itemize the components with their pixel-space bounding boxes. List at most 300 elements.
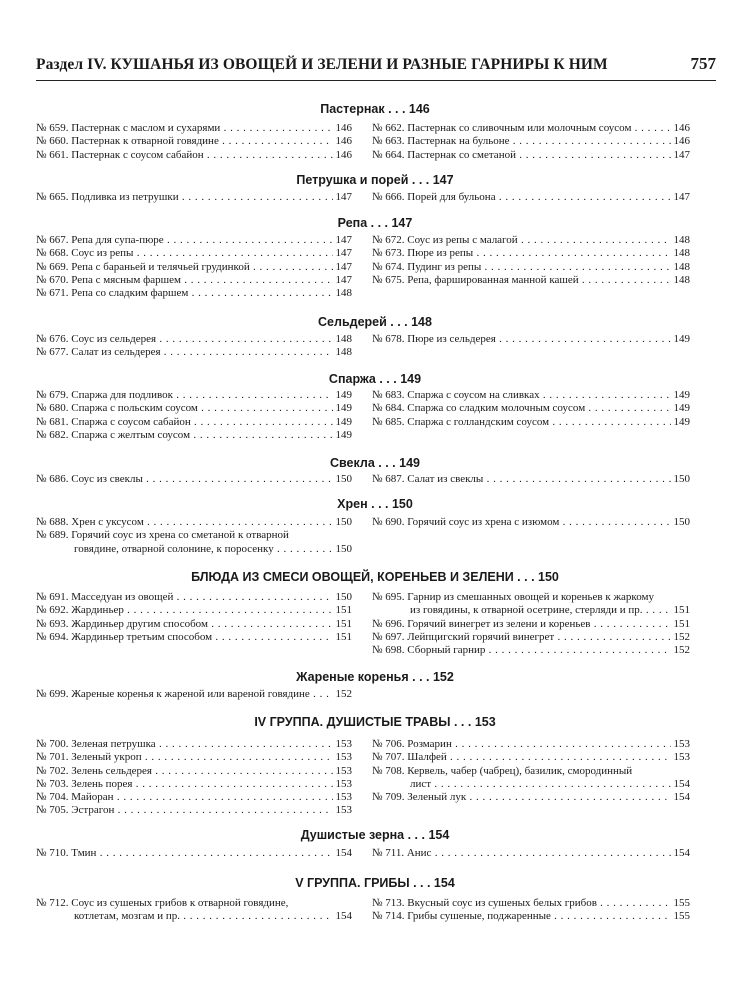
entry-number: № 687. — [372, 473, 405, 485]
toc-column-left — [36, 389, 352, 442]
toc-entry-line — [372, 122, 690, 135]
entry-number: № 690. — [372, 516, 405, 528]
entry-title: Подливка из петрушки — [71, 191, 179, 203]
toc-section-heading: Свекла . . . 149 — [330, 456, 420, 470]
toc-entry-line — [372, 765, 690, 778]
toc-entry — [36, 389, 352, 402]
toc-entry-line — [372, 644, 690, 657]
toc-entry-line — [372, 261, 690, 274]
toc-entry-line — [36, 847, 352, 860]
toc-entry — [372, 234, 690, 247]
toc-entry — [372, 247, 690, 260]
entry-page: 153 — [671, 738, 691, 751]
toc-entry — [36, 122, 352, 135]
toc-column-left — [36, 234, 352, 300]
entry-text — [36, 191, 352, 203]
entry-number: № 662. — [372, 122, 405, 134]
entry-text — [372, 416, 690, 428]
entry-page: 154 — [671, 791, 691, 804]
entry-text — [372, 149, 690, 161]
toc-entry-line — [372, 333, 690, 346]
toc-section-heading: БЛЮДА ИЗ СМЕСИ ОВОЩЕЙ, КОРЕНЬЕВ И ЗЕЛЕНИ . . . 150 — [191, 570, 559, 584]
entry-text — [36, 346, 352, 358]
toc-column-right — [372, 389, 690, 429]
entry-number: № 685. — [372, 415, 405, 428]
toc-entry — [36, 516, 352, 529]
entry-title: Грибы сушеные, поджаренные — [407, 910, 551, 923]
entry-page: 148 — [671, 274, 691, 287]
entry-page: 151 — [333, 618, 353, 631]
entry-page: 154 — [333, 847, 353, 860]
entry-title: Хрен с уксусом — [71, 516, 144, 528]
toc-entry — [36, 765, 352, 778]
entry-text — [372, 473, 690, 485]
toc-entry — [36, 618, 352, 631]
toc-entry — [36, 429, 352, 442]
entry-page: 147 — [333, 247, 353, 260]
entry-page: 154 — [671, 778, 691, 791]
entry-title: Жардиньер третьим способом — [71, 630, 213, 643]
entry-title: Репа с бараньей и телячьей грудинкой — [71, 260, 250, 273]
entry-page: 149 — [333, 416, 353, 429]
entry-title: Спаржа с голландским соусом — [407, 415, 550, 428]
toc-entry — [36, 473, 352, 486]
toc-column-left — [36, 688, 352, 701]
entry-title: Зелень сельдерея — [71, 764, 152, 777]
entry-number: № 698. — [372, 644, 405, 657]
toc-column-right — [372, 234, 690, 287]
toc-entry-line — [372, 402, 690, 415]
entry-text — [36, 333, 352, 345]
entry-text — [36, 247, 352, 259]
toc-entry-line — [372, 910, 690, 923]
toc-column-right — [372, 847, 690, 860]
toc-entry — [36, 847, 352, 860]
toc-entry-line — [372, 274, 690, 287]
toc-entry-line — [372, 135, 690, 148]
entry-number: № 683. — [372, 389, 405, 401]
entry-number: № 710. — [36, 847, 69, 859]
entry-page: 146 — [333, 122, 353, 135]
toc-entry — [36, 247, 352, 260]
entry-number: № 697. — [372, 630, 405, 643]
entry-number: № 659. — [36, 122, 69, 134]
toc-entry-line — [36, 897, 352, 910]
toc-section-heading: IV ГРУППА. ДУШИСТЫЕ ТРАВЫ . . . 153 — [254, 715, 496, 729]
toc-entry — [36, 191, 352, 204]
toc-entry-line — [36, 402, 352, 415]
toc-entry-line — [36, 688, 352, 701]
toc-entry-line — [36, 122, 352, 135]
entry-title: Порей для бульона — [407, 191, 496, 203]
entry-number: № 660. — [36, 135, 69, 148]
toc-entry — [372, 135, 690, 148]
toc-entry-line — [36, 247, 352, 260]
entry-number: № 686. — [36, 473, 69, 485]
toc-entry-line — [372, 516, 690, 529]
entry-page: 149 — [671, 416, 691, 429]
toc-entry — [36, 261, 352, 274]
toc-entry — [372, 402, 690, 415]
toc-entry-line — [36, 765, 352, 778]
entry-title: Репа со сладким фаршем — [71, 287, 189, 300]
toc-entry-line — [36, 804, 352, 817]
entry-page: 147 — [333, 274, 353, 287]
entry-text — [36, 261, 352, 273]
toc-entry-continuation — [36, 910, 352, 923]
toc-entry — [372, 473, 690, 486]
toc-section-heading: Жареные коренья . . . 152 — [296, 670, 454, 684]
toc-entry-line — [36, 333, 352, 346]
toc-entry-line — [372, 897, 690, 910]
entry-number: № 679. — [36, 389, 69, 401]
entry-number: № 664. — [372, 148, 405, 161]
toc-column-right — [372, 122, 690, 162]
toc-entry — [36, 804, 352, 817]
entry-text — [372, 135, 690, 147]
entry-number: № 666. — [372, 191, 405, 203]
toc-entry — [372, 416, 690, 429]
section-title: Раздел IV. КУШАНЬЯ ИЗ ОВОЩЕЙ И ЗЕЛЕНИ И РАЗНЫЕ ГАРНИРЫ К НИМ — [36, 56, 608, 73]
toc-entry-line — [36, 618, 352, 631]
toc-entry — [372, 631, 690, 644]
entry-text — [372, 261, 690, 273]
toc-entry-continuation — [372, 604, 690, 617]
running-header — [36, 54, 716, 80]
toc-section-heading: Пастернак . . . 146 — [320, 102, 430, 116]
entry-page: 153 — [333, 751, 353, 764]
entry-page: 146 — [671, 135, 691, 148]
toc-entry-line — [36, 287, 352, 300]
entry-text — [372, 389, 690, 401]
toc-entry — [372, 261, 690, 274]
entry-text — [372, 234, 690, 246]
entry-title: Зеленая петрушка — [71, 738, 156, 750]
entry-number: № 670. — [36, 273, 69, 286]
entry-title: Репа, фаршированная манной кашей — [407, 273, 579, 286]
entry-page: 154 — [671, 847, 691, 860]
entry-number: № 714. — [372, 910, 405, 923]
entry-title: Соус из сушеных грибов к отварной говядине, — [71, 897, 289, 909]
toc-entry — [36, 688, 352, 701]
entry-title: Спаржа со сладким молочным соусом — [407, 402, 586, 415]
entry-title: Жардиньер другим способом — [71, 617, 208, 630]
toc-entry — [36, 402, 352, 415]
entry-title: Пастернак с маслом и сухарями — [71, 122, 221, 134]
entry-title: Соус из сельдерея — [71, 333, 157, 345]
entry-title: Горячий соус из хрена со сметаной к отварной — [71, 529, 289, 542]
toc-entry-line — [372, 473, 690, 486]
entry-title: Спаржа для подливок — [71, 389, 173, 401]
entry-number: № 703. — [36, 777, 69, 790]
entry-text — [36, 473, 352, 485]
toc-entry — [36, 897, 352, 924]
entry-number: № 708. — [372, 764, 405, 777]
toc-entry-line — [372, 751, 690, 764]
toc-entry-line — [36, 591, 352, 604]
entry-title: Горячий соус из хрена с изюмом — [407, 516, 560, 528]
entry-title: Пюре из сельдерея — [407, 333, 496, 345]
entry-title-continued: говядине, отварной солонине, к поросенку . . . — [74, 543, 352, 555]
entry-text — [36, 234, 352, 246]
entry-text — [372, 618, 690, 630]
toc-entry — [372, 389, 690, 402]
entry-page: 153 — [333, 778, 353, 791]
toc-entry-line — [372, 847, 690, 860]
toc-entry — [372, 791, 690, 804]
toc-column-right — [372, 516, 690, 529]
entry-title: Зелень порея — [71, 777, 133, 790]
toc-entry-line — [372, 591, 690, 604]
toc-entry — [36, 234, 352, 247]
entry-title: Спаржа с соусом сабайон — [71, 415, 191, 428]
toc-entry-continuation — [372, 778, 690, 791]
entry-text — [372, 402, 690, 414]
toc-column-right — [372, 591, 690, 657]
entry-title: Зеленый лук — [407, 791, 467, 804]
entry-text — [372, 791, 690, 803]
entry-page: 147 — [333, 234, 353, 247]
entry-page: 153 — [671, 751, 691, 764]
entry-number: № 713. — [372, 897, 405, 909]
toc-column-right — [372, 897, 690, 924]
toc-entry-line — [36, 738, 352, 751]
toc-section-heading: V ГРУППА. ГРИБЫ . . . 154 — [295, 876, 455, 890]
toc-entry-line — [36, 416, 352, 429]
entry-title: Пастернак с соусом сабайон — [71, 148, 204, 161]
toc-entry-line — [36, 429, 352, 442]
toc-column-right — [372, 738, 690, 804]
entry-text — [372, 122, 690, 134]
toc-entry — [372, 765, 690, 792]
entry-text — [36, 765, 352, 777]
entry-text — [372, 847, 690, 859]
entry-title: Пастернак к отварной говядине — [71, 135, 219, 148]
entry-page: 150 — [671, 516, 691, 529]
entry-title-continued: котлетам, мозгам и пр. . . . — [74, 910, 352, 922]
entry-text — [36, 287, 352, 299]
entry-page: 147 — [333, 261, 353, 274]
toc-entry-line — [372, 791, 690, 804]
entry-number: № 692. — [36, 604, 69, 617]
entry-text — [36, 149, 352, 161]
entry-title: Зеленый укроп — [71, 751, 142, 764]
toc-entry — [372, 591, 690, 618]
toc-entry — [372, 122, 690, 135]
entry-title: Спаржа с соусом на сливках — [407, 389, 540, 401]
entry-number: № 678. — [372, 333, 405, 345]
entry-title: Жареные коренья к жареной или вареной говядине — [71, 688, 310, 700]
toc-entry-line — [36, 529, 352, 542]
entry-text — [36, 274, 352, 286]
toc-section-heading: Хрен . . . 150 — [337, 497, 413, 511]
entry-number: № 661. — [36, 148, 69, 161]
entry-page: 153 — [333, 791, 353, 804]
entry-number: № 701. — [36, 751, 69, 764]
entry-title: Кервель, чабер (чабрец), базилик, смородинный — [407, 764, 633, 777]
toc-entry-line — [372, 738, 690, 751]
entry-text — [36, 738, 352, 750]
toc-entry — [372, 618, 690, 631]
entry-page: 149 — [671, 333, 691, 346]
toc-column-left — [36, 738, 352, 818]
toc-entry-line — [36, 631, 352, 644]
toc-section-heading: Петрушка и порей . . . 147 — [296, 173, 454, 187]
entry-text — [372, 516, 690, 528]
toc-entry-line — [372, 631, 690, 644]
entry-title: Анис — [406, 847, 432, 859]
entry-page: 146 — [671, 122, 691, 135]
toc-entry — [36, 287, 352, 300]
entry-page: 151 — [333, 604, 353, 617]
entry-title: Розмарин — [407, 738, 452, 750]
entry-text — [36, 688, 352, 700]
entry-number: № 707. — [372, 751, 405, 764]
entry-number: № 680. — [36, 402, 69, 415]
entry-text — [36, 135, 352, 147]
toc-column-left — [36, 516, 352, 556]
toc-section-heading: Репа . . . 147 — [337, 216, 413, 230]
entry-page: 150 — [333, 543, 353, 556]
entry-text — [372, 897, 690, 909]
toc-entry-line — [372, 234, 690, 247]
entry-page: 149 — [671, 389, 691, 402]
toc-entry-line — [36, 135, 352, 148]
entry-page: 148 — [671, 234, 691, 247]
entry-text — [372, 191, 690, 203]
entry-number: № 693. — [36, 617, 69, 630]
toc-entry — [36, 631, 352, 644]
entry-text — [36, 416, 352, 428]
entry-number: № 671. — [36, 287, 69, 300]
entry-text — [36, 429, 352, 441]
entry-text — [36, 631, 352, 643]
entry-title: Сборный гарнир — [407, 644, 486, 657]
entry-text — [372, 751, 690, 763]
entry-title: Салат из сельдерея — [71, 346, 161, 359]
entry-text — [372, 274, 690, 286]
entry-title: Салат из свеклы — [407, 473, 484, 485]
entry-title: Пюре из репы — [407, 247, 474, 260]
entry-number: № 677. — [36, 346, 69, 359]
entry-page: 148 — [671, 261, 691, 274]
entry-text — [36, 791, 352, 803]
entry-text — [36, 804, 352, 816]
entry-title: Вкусный соус из сушеных белых грибов — [407, 897, 597, 909]
entry-page: 155 — [671, 897, 691, 910]
toc-entry — [372, 910, 690, 923]
entry-page: 154 — [333, 910, 353, 923]
entry-page: 152 — [333, 688, 353, 701]
entry-text — [36, 591, 352, 603]
entry-number: № 669. — [36, 260, 69, 273]
entry-title: Майоран — [71, 791, 114, 804]
entry-text — [36, 778, 352, 790]
toc-entry — [36, 751, 352, 764]
toc-entry — [36, 778, 352, 791]
entry-number: № 673. — [372, 247, 405, 260]
entry-page: 151 — [333, 631, 353, 644]
entry-number: № 709. — [372, 791, 405, 804]
entry-title: Масседуан из овощей — [71, 591, 174, 603]
toc-section-heading: Спаржа . . . 149 — [328, 372, 422, 386]
entry-title-continued: из говядины, к отварной осетрине, стерляди и пр. . . . — [410, 604, 690, 616]
toc-entry-line — [36, 234, 352, 247]
entry-title: Жардиньер — [71, 604, 124, 617]
entry-title: Шалфей — [407, 751, 447, 764]
toc-entry — [372, 191, 690, 204]
toc-column-left — [36, 847, 352, 860]
toc-entry — [36, 416, 352, 429]
entry-page: 149 — [671, 402, 691, 415]
entry-number: № 691. — [36, 591, 69, 603]
toc-entry — [372, 333, 690, 346]
entry-number: № 676. — [36, 333, 69, 345]
toc-entry — [372, 149, 690, 162]
entry-page: 155 — [671, 910, 691, 923]
toc-entry-line — [372, 149, 690, 162]
toc-column-left — [36, 897, 352, 924]
entry-title: Пастернак на бульоне — [407, 135, 510, 148]
entry-number: № 700. — [36, 738, 69, 750]
toc-entry-line — [372, 416, 690, 429]
toc-entry — [372, 738, 690, 751]
toc-column-right — [372, 473, 690, 486]
entry-page: 151 — [671, 618, 691, 631]
toc-entry — [372, 751, 690, 764]
entry-title: Репа с мясным фаршем — [71, 273, 181, 286]
toc-entry-line — [36, 274, 352, 287]
entry-page: 149 — [333, 402, 353, 415]
toc-section-heading: Сельдерей . . . 148 — [318, 315, 432, 329]
entry-page: 148 — [333, 333, 353, 346]
toc-column-left — [36, 191, 352, 204]
toc-entry — [372, 516, 690, 529]
entry-page: 148 — [671, 247, 691, 260]
toc-entry-line — [36, 791, 352, 804]
toc-column-left — [36, 473, 352, 486]
entry-title-continued: лист . . . — [410, 778, 690, 790]
entry-page: 147 — [671, 149, 691, 162]
toc-entry — [36, 149, 352, 162]
entry-title: Гарнир из смешанных овощей и кореньев к жаркому — [407, 591, 654, 603]
toc-entry-line — [36, 473, 352, 486]
entry-number: № 684. — [372, 402, 405, 415]
entry-number: № 682. — [36, 428, 69, 441]
toc-entry — [36, 529, 352, 556]
entry-number: № 702. — [36, 764, 69, 777]
toc-entry-line — [36, 778, 352, 791]
toc-entry — [36, 591, 352, 604]
toc-entry — [372, 274, 690, 287]
entry-page: 152 — [671, 631, 691, 644]
toc-entry-line — [36, 261, 352, 274]
entry-page: 149 — [333, 389, 353, 402]
toc-entry-line — [36, 191, 352, 204]
toc-entry-line — [372, 618, 690, 631]
toc-section-heading: Душистые зерна . . . 154 — [300, 828, 450, 842]
entry-title: Эстрагон — [71, 804, 115, 817]
entry-number: № 694. — [36, 630, 69, 643]
entry-page: 150 — [333, 591, 353, 604]
entry-number: № 667. — [36, 234, 69, 246]
entry-title: Спаржа с польским соусом — [71, 402, 198, 415]
entry-page: 147 — [671, 191, 691, 204]
entry-text — [36, 751, 352, 763]
toc-column-left — [36, 591, 352, 644]
page-number: 757 — [690, 54, 716, 73]
toc-entry-line — [36, 149, 352, 162]
